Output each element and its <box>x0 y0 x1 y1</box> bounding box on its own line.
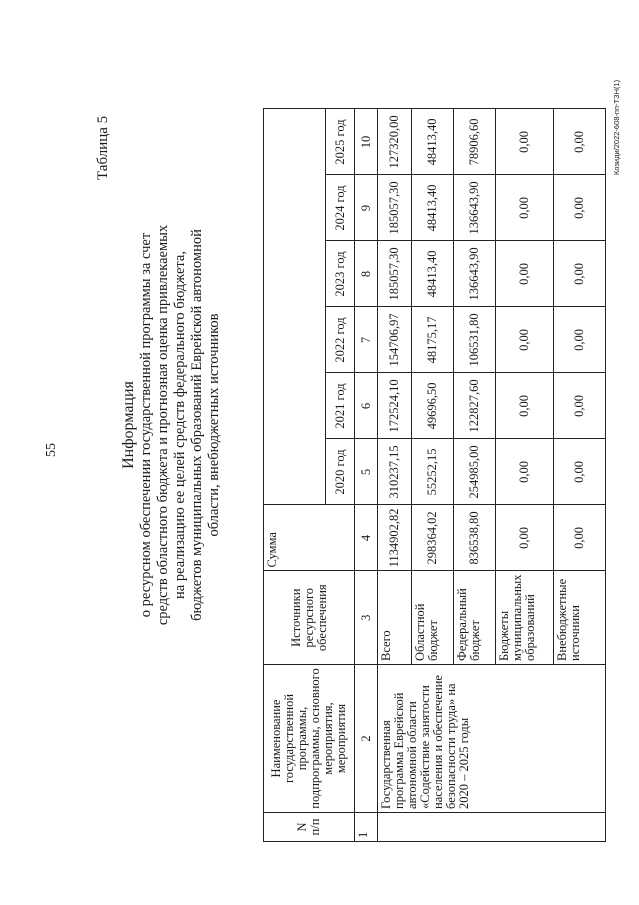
value-cell: 122827,60 <box>454 373 496 439</box>
source-cell: Бюджеты муниципальных образований <box>496 571 554 665</box>
index-cell: 4 <box>355 505 378 571</box>
value-cell: 0,00 <box>554 439 606 505</box>
title-block <box>120 175 223 675</box>
value-cell: 154706,97 <box>378 307 412 373</box>
header-source: Источники ресурсного обеспечения <box>264 571 355 665</box>
value-cell: 0,00 <box>496 373 554 439</box>
value-cell: 254985,00 <box>454 439 496 505</box>
index-cell: 2 <box>355 665 378 813</box>
index-cell: 6 <box>355 373 378 439</box>
value-cell: 185057,30 <box>378 241 412 307</box>
value-cell: 78906,60 <box>454 109 496 175</box>
document-code: Козиди/2022-608-пп-ТЗН(1) <box>612 79 621 175</box>
index-cell: 3 <box>355 571 378 665</box>
header-year: 2024 год <box>326 175 355 241</box>
program-num <box>378 813 606 842</box>
page-number: 55 <box>44 443 59 457</box>
index-cell: 5 <box>355 439 378 505</box>
source-cell: Областной бюджет <box>412 571 454 665</box>
header-year: 2022 год <box>326 307 355 373</box>
header-year: 2023 год <box>326 241 355 307</box>
title-line: о ресурсном обеспечении государственной программы за счет <box>138 232 154 618</box>
header-name: Наименование государственной программы, подпрограммы, основного мероприятия, мероприятия <box>264 665 355 813</box>
title-line: средств областного бюджета и прогнозная оценка привлекаемых <box>155 224 171 626</box>
index-cell: 1 <box>355 813 378 842</box>
value-cell: 127320,00 <box>378 109 412 175</box>
value-cell: 0,00 <box>496 175 554 241</box>
index-cell: 7 <box>355 307 378 373</box>
value-cell: 0,00 <box>496 241 554 307</box>
funding-table <box>263 108 606 842</box>
title-line: на реализацию ее целей средств федерального бюджета, <box>172 251 188 599</box>
source-cell: Всего <box>378 571 412 665</box>
value-cell: 172524,10 <box>378 373 412 439</box>
value-cell: 0,00 <box>554 241 606 307</box>
index-cell: 10 <box>355 109 378 175</box>
table-row <box>378 109 412 842</box>
header-row <box>264 109 326 842</box>
value-cell: 0,00 <box>554 505 606 571</box>
source-cell: Внебюджетные источники <box>554 571 606 665</box>
value-cell: 136643,90 <box>454 175 496 241</box>
program-name-continuation <box>496 665 606 813</box>
title-main: Информация <box>120 381 137 469</box>
header-sum: Сумма <box>264 505 355 571</box>
header-num: N п/п <box>264 813 355 842</box>
value-cell: 0,00 <box>554 109 606 175</box>
value-cell: 0,00 <box>496 505 554 571</box>
value-cell: 48175,17 <box>412 307 454 373</box>
value-cell: 0,00 <box>496 109 554 175</box>
value-cell: 49696,50 <box>412 373 454 439</box>
header-year: 2020 год <box>326 439 355 505</box>
header-year: 2025 год <box>326 109 355 175</box>
index-row <box>355 109 378 842</box>
source-cell: Федеральный бюджет <box>454 571 496 665</box>
value-cell: 836538,80 <box>454 505 496 571</box>
value-cell: 106531,80 <box>454 307 496 373</box>
value-cell: 0,00 <box>496 439 554 505</box>
index-cell: 8 <box>355 241 378 307</box>
header-year: 2021 год <box>326 373 355 439</box>
table-row <box>496 109 554 842</box>
value-cell: 0,00 <box>554 307 606 373</box>
value-cell: 48413,40 <box>412 109 454 175</box>
title-line: области, внебюджетных источников <box>206 313 222 537</box>
value-cell: 48413,40 <box>412 241 454 307</box>
value-cell: 55252,15 <box>412 439 454 505</box>
value-cell: 0,00 <box>554 373 606 439</box>
value-cell: 298364,02 <box>412 505 454 571</box>
value-cell: 185057,30 <box>378 175 412 241</box>
index-cell: 9 <box>355 175 378 241</box>
value-cell: 0,00 <box>496 307 554 373</box>
value-cell: 1134902,82 <box>378 505 412 571</box>
value-cell: 136643,90 <box>454 241 496 307</box>
title-line: бюджетов муниципальных образований Еврейской автономной <box>189 229 205 621</box>
value-cell: 48413,40 <box>412 175 454 241</box>
value-cell: 310237,15 <box>378 439 412 505</box>
header-years-blank <box>264 109 326 505</box>
program-name: Государственная программа Еврейской автономной области «Содействие занятости населения и обеспечение безопасности труда» на 2020 – 2025 годы <box>378 665 496 813</box>
value-cell: 0,00 <box>554 175 606 241</box>
table-label: Таблица 5 <box>95 115 111 180</box>
